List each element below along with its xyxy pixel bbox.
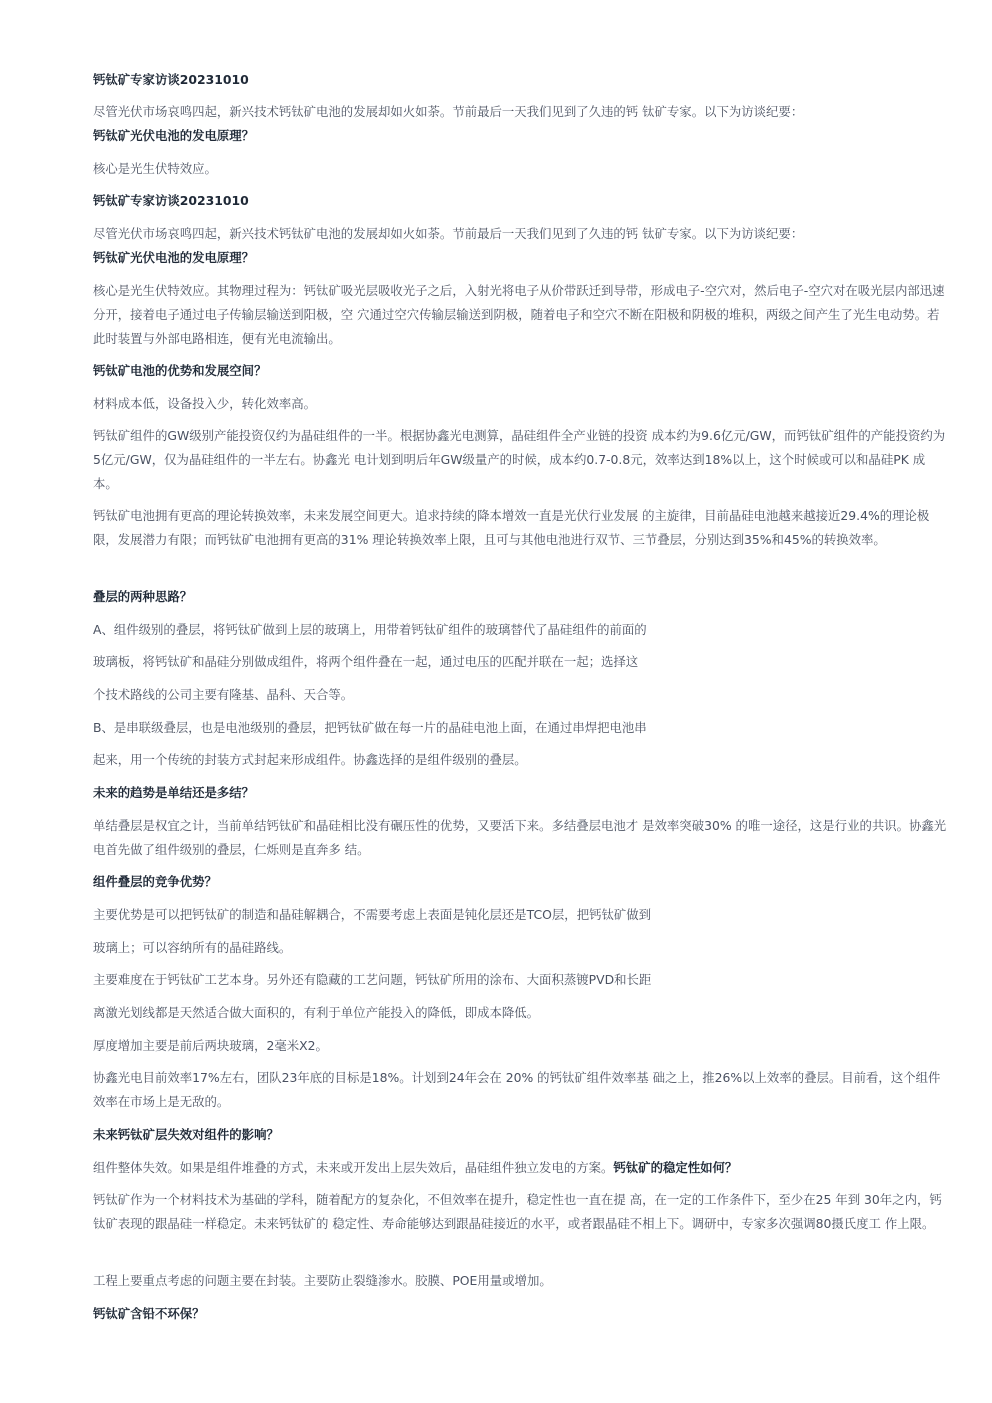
question-heading: 未来的趋势是单结还是多结？	[93, 785, 255, 800]
answer-paragraph: 钙钛矿作为一个材料技术为基础的学科，随着配方的复杂化，不但效率在提升，稳定性也一直在提 高，在一定的工作条件下，至少在25 年到 30年之内，钙钛矿表现的跟晶硅一样稳定。未来钙钛矿的 稳定性、寿命能够达到跟晶硅接近的水平，或者跟晶硅不相上下。调研中，专家多次强调80摄氏度工 作上限。	[93, 1192, 942, 1231]
doc-title: 钙钛矿专家访谈20231010	[93, 72, 249, 87]
answer-paragraph: 厚度增加主要是前后两块玻璃，2毫米X2。	[93, 1038, 328, 1053]
question-heading: 组件叠层的竞争优势？	[93, 874, 217, 889]
answer-paragraph: 玻璃上；可以容纳所有的晶硅路线。	[93, 940, 292, 955]
answer-paragraph: A、组件级别的叠层，将钙钛矿做到上层的玻璃上，用带着钙钛矿组件的玻璃替代了晶硅组件的前面的	[93, 622, 647, 637]
question-heading: 钙钛矿电池的优势和发展空间？	[93, 363, 267, 378]
intro-paragraph-repeat: 尽管光伏市场哀鸣四起，新兴技术钙钛矿电池的发展却如火如荼。节前最后一天我们见到了久违的钙 钛矿专家。以下为访谈纪要：	[93, 226, 804, 241]
answer-paragraph: 核心是光生伏特效应。其物理过程为：钙钛矿吸光层吸收光子之后，入射光将电子从价带跃迁到导带，形成电子-空穴对，然后电子-空穴对在吸光层内部迅速分开，接着电子通过电子传输层输送到阳极，空 穴通过空穴传输层输送到阴极，随着电子和空穴不断在阳极和阴极的堆积，两级之间产生了光生电动势。若此时装置与外部电路相连，便有光电流输出。	[93, 283, 945, 346]
answer-paragraph: 工程上要重点考虑的问题主要在封装。主要防止裂缝渗水。胶膜、POE用量或增加。	[93, 1273, 552, 1288]
answer-paragraph: 钙钛矿组件的GW级别产能投资仅约为晶硅组件的一半。根据协鑫光电测算，晶硅组件全产业链的投资 成本约为9.6亿元/GW，而钙钛矿组件的产能投资约为5亿元/GW，仅为晶硅组件的一半左右。协鑫光 电计划到明后年GW级量产的时候，成本约0.7-0.8元，效率达到18%以上，这个时候或可以和晶硅PK 成本。	[93, 428, 946, 491]
answer-paragraph: 核心是光生伏特效应。	[93, 161, 217, 176]
answer-paragraph: 主要难度在于钙钛矿工艺本身。另外还有隐藏的工艺问题，钙钛矿所用的涂布、大面积蒸镀PVD和长距	[93, 972, 652, 987]
answer-paragraph: 单结叠层是权宜之计，当前单结钙钛矿和晶硅相比没有碾压性的优势，又要活下来。多结叠层电池才 是效率突破30% 的唯一途径，这是行业的共识。协鑫光电首先做了组件级别的叠层，仁烁则是直奔多 结。	[93, 818, 947, 857]
answer-text: 组件整体失效。如果是组件堆叠的方式，未来或开发出上层失效后，晶硅组件独立发电的方案。	[93, 1160, 614, 1175]
answer-paragraph: 协鑫光电目前效率17%左右，团队23年底的目标是18%。计划到24年会在 20% 的钙钛矿组件效率基 础之上，推26%以上效率的叠层。目前看，这个组件效率在市场上是无敌的。	[93, 1070, 941, 1109]
answer-paragraph	[93, 1156, 948, 1180]
answer-paragraph: 主要优势是可以把钙钛矿的制造和晶硅解耦合，不需要考虑上表面是钝化层还是TCO层，把钙钛矿做到	[93, 907, 652, 922]
answer-paragraph: 玻璃板，将钙钛矿和晶硅分别做成组件，将两个组件叠在一起，通过电压的匹配并联在一起；选择这	[93, 654, 639, 669]
question-heading: 钙钛矿光伏电池的发电原理？	[93, 250, 255, 265]
answer-paragraph: 材料成本低，设备投入少，转化效率高。	[93, 396, 317, 411]
answer-paragraph: 起来，用一个传统的封装方式封起来形成组件。协鑫选择的是组件级别的叠层。	[93, 752, 527, 767]
question-heading: 叠层的两种思路？	[93, 589, 193, 604]
intro-paragraph: 尽管光伏市场哀鸣四起，新兴技术钙钛矿电池的发展却如火如荼。节前最后一天我们见到了久违的钙 钛矿专家。以下为访谈纪要：	[93, 104, 804, 119]
question-heading: 钙钛矿光伏电池的发电原理？	[93, 128, 255, 143]
question-heading: 钙钛矿含铅不环保？	[93, 1306, 205, 1321]
answer-paragraph: 个技术路线的公司主要有隆基、晶科、天合等。	[93, 687, 354, 702]
question-heading: 未来钙钛矿层失效对组件的影响？	[93, 1127, 279, 1142]
doc-title-repeat: 钙钛矿专家访谈20231010	[93, 193, 249, 208]
answer-paragraph: 钙钛矿电池拥有更高的理论转换效率，未来发展空间更大。追求持续的降本增效一直是光伏行业发展 的主旋律，目前晶硅电池越来越接近29.4%的理论极限，发展潜力有限；而钙钛矿电池拥有更高的31% 理论转换效率上限，且可与其他电池进行双节、三节叠层，分别达到35%和45%的转换效率。	[93, 508, 930, 547]
answer-paragraph: B、是串联级叠层，也是电池级别的叠层，把钙钛矿做在每一片的晶硅电池上面，在通过串焊把电池串	[93, 720, 647, 735]
question-heading-inline: 钙钛矿的稳定性如何？	[613, 1160, 738, 1175]
answer-paragraph: 离激光划线都是天然适合做大面积的，有利于单位产能投入的降低，即成本降低。	[93, 1005, 540, 1020]
